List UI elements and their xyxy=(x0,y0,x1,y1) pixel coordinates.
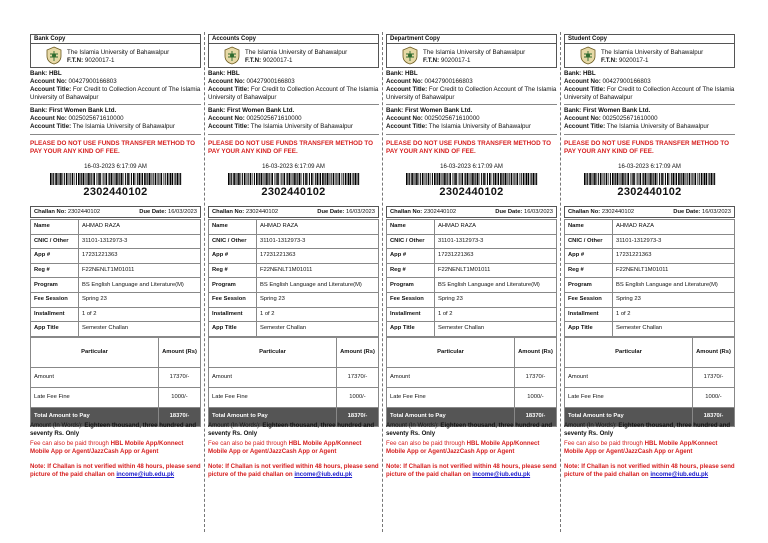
due-date: Due Date: 16/03/2023 xyxy=(673,209,731,215)
fee-value: 17370/- xyxy=(693,368,735,388)
info-key: Program xyxy=(209,278,257,293)
ftn: F.T.N: 9020017-1 xyxy=(67,57,115,64)
ftn: F.T.N: 9020017-1 xyxy=(601,57,649,64)
barcode-icon xyxy=(228,173,360,185)
info-row xyxy=(565,263,735,278)
fee-label: Late Fee Fine xyxy=(31,388,159,408)
amount-header: Amount (Rs) xyxy=(159,338,201,368)
fee-label: Late Fee Fine xyxy=(565,388,693,408)
info-row xyxy=(565,322,735,337)
info-key: App # xyxy=(565,249,613,264)
mobile-payment-info: Fee can also be paid through HBL Mobile App/Konnect Mobile App or Agent/JazzCash App or Agent xyxy=(208,440,362,455)
amount-in-words: Amount (In Words): Eighteen thousand, three hundred and seventy Rs. Only xyxy=(386,422,553,437)
due-date: Due Date: 16/03/2023 xyxy=(139,209,197,215)
due-date: Due Date: 16/03/2023 xyxy=(495,209,553,215)
info-value: Spring 23 xyxy=(613,292,735,307)
fee-label: Amount xyxy=(209,368,337,388)
info-value: BS English Language and Literature(M) xyxy=(79,278,201,293)
info-row xyxy=(31,322,201,337)
info-value: Spring 23 xyxy=(257,292,379,307)
info-row xyxy=(31,234,201,249)
mobile-payment-info: Fee can also be paid through HBL Mobile App/Konnect Mobile App or Agent/JazzCash App or Agent xyxy=(564,440,718,455)
timestamp: 16-03-2023 6:17:09 AM xyxy=(84,164,147,170)
info-row xyxy=(209,220,379,235)
cut-line xyxy=(382,32,383,532)
fee-value: 1000/- xyxy=(159,388,201,408)
fee-table xyxy=(30,337,201,427)
info-key: Reg # xyxy=(31,263,79,278)
university-header xyxy=(386,44,557,68)
info-row xyxy=(31,249,201,264)
info-row xyxy=(565,249,735,264)
fee-row xyxy=(565,388,735,408)
email-link[interactable]: income@iub.edu.pk xyxy=(294,470,353,478)
barcode-icon xyxy=(584,173,716,185)
challan-copy xyxy=(208,34,379,489)
challan-number: 2302440102 xyxy=(261,186,326,198)
info-row xyxy=(209,278,379,293)
info-key: Name xyxy=(387,220,435,235)
funds-transfer-warning: PLEASE DO NOT USE FUNDS TRANSFER METHOD TO PAY YOUR ANY KIND OF FEE. xyxy=(564,140,730,156)
particular-header: Particular xyxy=(565,338,693,368)
copy-title: Accounts Copy xyxy=(208,34,379,44)
info-value: BS English Language and Literature(M) xyxy=(613,278,735,293)
info-key: Reg # xyxy=(387,263,435,278)
info-value: Spring 23 xyxy=(435,292,557,307)
info-row xyxy=(565,278,735,293)
info-key: Installment xyxy=(565,307,613,322)
fee-label: Amount xyxy=(387,368,515,388)
challan-due-row xyxy=(208,206,379,218)
info-value: AHMAD RAZA xyxy=(257,220,379,235)
fee-value: 1000/- xyxy=(337,388,379,408)
bank-hbl-details: Bank: HBL Account No: 00427900166803 Account Title: For Credit to Collection Account of The Islamia University of Bahawalpur xyxy=(386,70,557,105)
total-label: Total Amount to Pay xyxy=(565,408,693,427)
university-crest-icon xyxy=(579,46,597,65)
info-key: CNIC / Other xyxy=(565,234,613,249)
info-row xyxy=(209,292,379,307)
university-header xyxy=(208,44,379,68)
info-value: BS English Language and Literature(M) xyxy=(257,278,379,293)
bank-fwbl-details: Bank: First Women Bank Ltd. Account No: 0025025671610000 Account Title: The Islamia University of Bahawalpur xyxy=(208,107,379,135)
student-info-table xyxy=(386,219,557,337)
fee-header-row xyxy=(565,338,735,368)
challan-no: Challan No: 2302440102 xyxy=(568,209,635,215)
info-row xyxy=(387,263,557,278)
fee-header-row xyxy=(31,338,201,368)
info-key: Fee Session xyxy=(565,292,613,307)
info-key: Program xyxy=(31,278,79,293)
info-row xyxy=(209,263,379,278)
fee-value: 1000/- xyxy=(515,388,557,408)
info-row xyxy=(31,220,201,235)
info-row xyxy=(387,278,557,293)
amount-header: Amount (Rs) xyxy=(693,338,735,368)
university-crest-icon xyxy=(401,46,419,65)
challan-number: 2302440102 xyxy=(439,186,504,198)
info-value: 17231221363 xyxy=(79,249,201,264)
student-info-table xyxy=(564,219,735,337)
ftn: F.T.N: 9020017-1 xyxy=(245,57,293,64)
bank-hbl-details: Bank: HBL Account No: 00427900166803 Account Title: For Credit to Collection Account of The Islamia University of Bahawalpur xyxy=(208,70,379,105)
info-row xyxy=(31,278,201,293)
info-row xyxy=(209,249,379,264)
info-key: App Title xyxy=(209,322,257,337)
bank-fwbl-details: Bank: First Women Bank Ltd. Account No: 0025025671610000 Account Title: The Islamia University of Bahawalpur xyxy=(386,107,557,135)
university-crest-icon xyxy=(223,46,241,65)
challan-copy xyxy=(30,34,201,489)
email-link[interactable]: income@iub.edu.pk xyxy=(472,470,531,478)
info-value: AHMAD RAZA xyxy=(435,220,557,235)
fee-value: 17370/- xyxy=(515,368,557,388)
total-label: Total Amount to Pay xyxy=(209,408,337,427)
info-key: App Title xyxy=(565,322,613,337)
barcode-icon xyxy=(50,173,182,185)
info-value: F22NENLT1M01011 xyxy=(79,263,201,278)
info-key: Reg # xyxy=(565,263,613,278)
info-row xyxy=(31,263,201,278)
info-key: Fee Session xyxy=(209,292,257,307)
challan-no: Challan No: 2302440102 xyxy=(212,209,279,215)
info-value: F22NENLT1M01011 xyxy=(613,263,735,278)
bank-fwbl-details: Bank: First Women Bank Ltd. Account No: 0025025671610000 Account Title: The Islamia University of Bahawalpur xyxy=(30,107,201,135)
funds-transfer-warning: PLEASE DO NOT USE FUNDS TRANSFER METHOD TO PAY YOUR ANY KIND OF FEE. xyxy=(208,140,374,156)
amount-header: Amount (Rs) xyxy=(515,338,557,368)
amount-in-words: Amount (In Words): Eighteen thousand, three hundred and seventy Rs. Only xyxy=(564,422,731,437)
info-value: 31101-1312973-3 xyxy=(613,234,735,249)
ftn: F.T.N: 9020017-1 xyxy=(423,57,471,64)
info-value: BS English Language and Literature(M) xyxy=(435,278,557,293)
fee-label: Late Fee Fine xyxy=(209,388,337,408)
info-key: App # xyxy=(387,249,435,264)
timestamp: 16-03-2023 6:17:09 AM xyxy=(440,164,503,170)
info-value: Spring 23 xyxy=(79,292,201,307)
info-key: Installment xyxy=(387,307,435,322)
fee-label: Amount xyxy=(565,368,693,388)
student-info-table xyxy=(30,219,201,337)
particular-header: Particular xyxy=(387,338,515,368)
fee-row xyxy=(209,388,379,408)
university-name: The Islamia University of Bahawalpur xyxy=(601,49,704,56)
info-row xyxy=(209,307,379,322)
copy-title: Department Copy xyxy=(386,34,557,44)
copy-title: Student Copy xyxy=(564,34,735,44)
fee-value: 17370/- xyxy=(337,368,379,388)
info-row xyxy=(565,234,735,249)
challan-no: Challan No: 2302440102 xyxy=(34,209,101,215)
fee-header-row xyxy=(387,338,557,368)
info-row xyxy=(387,249,557,264)
info-value: 17231221363 xyxy=(257,249,379,264)
info-value: 1 of 2 xyxy=(257,307,379,322)
info-value: Semester Challan xyxy=(79,322,201,337)
info-value: F22NENLT1M01011 xyxy=(257,263,379,278)
fee-row xyxy=(31,388,201,408)
due-date: Due Date: 16/03/2023 xyxy=(317,209,375,215)
challan-due-row xyxy=(564,206,735,218)
fee-row xyxy=(565,368,735,388)
challan-page xyxy=(30,34,738,489)
amount-in-words: Amount (In Words): Eighteen thousand, three hundred and seventy Rs. Only xyxy=(30,422,197,437)
info-value: F22NENLT1M01011 xyxy=(435,263,557,278)
amount-in-words: Amount (In Words): Eighteen thousand, three hundred and seventy Rs. Only xyxy=(208,422,375,437)
cut-line xyxy=(560,32,561,532)
fee-label: Amount xyxy=(31,368,159,388)
info-key: App # xyxy=(209,249,257,264)
cut-line xyxy=(204,32,205,532)
university-crest-icon xyxy=(45,46,63,65)
verification-note: Note: If Challan is not verified within 48 hours, please send picture of the paid challan on income@iub.edu.pk xyxy=(386,463,557,478)
challan-number: 2302440102 xyxy=(83,186,148,198)
total-value: 18370/- xyxy=(693,408,735,427)
info-key: CNIC / Other xyxy=(387,234,435,249)
university-header xyxy=(30,44,201,68)
info-key: Fee Session xyxy=(387,292,435,307)
total-value: 18370/- xyxy=(337,408,379,427)
timestamp: 16-03-2023 6:17:09 AM xyxy=(618,164,681,170)
bank-hbl-details: Bank: HBL Account No: 00427900166803 Account Title: For Credit to Collection Account of The Islamia University of Bahawalpur xyxy=(564,70,735,105)
university-name: The Islamia University of Bahawalpur xyxy=(423,49,526,56)
info-row xyxy=(387,234,557,249)
bank-fwbl-details: Bank: First Women Bank Ltd. Account No: 0025025671610000 Account Title: The Islamia University of Bahawalpur xyxy=(564,107,735,135)
challan-copy xyxy=(564,34,735,489)
info-value: 17231221363 xyxy=(613,249,735,264)
info-row xyxy=(387,322,557,337)
email-link[interactable]: income@iub.edu.pk xyxy=(650,470,709,478)
info-key: Program xyxy=(387,278,435,293)
student-info-table xyxy=(208,219,379,337)
info-row xyxy=(209,322,379,337)
info-value: 31101-1312973-3 xyxy=(435,234,557,249)
challan-due-row xyxy=(386,206,557,218)
total-label: Total Amount to Pay xyxy=(31,408,159,427)
info-row xyxy=(565,307,735,322)
challan-copy xyxy=(386,34,557,489)
info-value: 1 of 2 xyxy=(435,307,557,322)
particular-header: Particular xyxy=(209,338,337,368)
challan-number: 2302440102 xyxy=(617,186,682,198)
total-value: 18370/- xyxy=(159,408,201,427)
info-key: App Title xyxy=(387,322,435,337)
fee-table xyxy=(386,337,557,427)
info-value: AHMAD RAZA xyxy=(79,220,201,235)
info-key: Program xyxy=(565,278,613,293)
info-key: App # xyxy=(31,249,79,264)
verification-note: Note: If Challan is not verified within 48 hours, please send picture of the paid challan on income@iub.edu.pk xyxy=(208,463,379,478)
info-row xyxy=(387,307,557,322)
info-value: Semester Challan xyxy=(257,322,379,337)
info-key: CNIC / Other xyxy=(209,234,257,249)
total-value: 18370/- xyxy=(515,408,557,427)
info-key: Name xyxy=(31,220,79,235)
fee-table xyxy=(208,337,379,427)
challan-due-row xyxy=(30,206,201,218)
info-value: 1 of 2 xyxy=(613,307,735,322)
info-value: 31101-1312973-3 xyxy=(79,234,201,249)
funds-transfer-warning: PLEASE DO NOT USE FUNDS TRANSFER METHOD TO PAY YOUR ANY KIND OF FEE. xyxy=(30,140,196,156)
verification-note: Note: If Challan is not verified within 48 hours, please send picture of the paid challan on income@iub.edu.pk xyxy=(564,463,735,478)
info-row xyxy=(565,220,735,235)
fee-label: Late Fee Fine xyxy=(387,388,515,408)
fee-value: 17370/- xyxy=(159,368,201,388)
info-key: Installment xyxy=(209,307,257,322)
university-name: The Islamia University of Bahawalpur xyxy=(245,49,348,56)
info-value: 31101-1312973-3 xyxy=(257,234,379,249)
info-row xyxy=(387,220,557,235)
info-key: CNIC / Other xyxy=(31,234,79,249)
copy-title: Bank Copy xyxy=(30,34,201,44)
mobile-payment-info: Fee can also be paid through HBL Mobile App/Konnect Mobile App or Agent/JazzCash App or Agent xyxy=(386,440,540,455)
info-value: Semester Challan xyxy=(435,322,557,337)
bank-hbl-details: Bank: HBL Account No: 00427900166803 Account Title: For Credit to Collection Account of The Islamia University of Bahawalpur xyxy=(30,70,201,105)
info-value: AHMAD RAZA xyxy=(613,220,735,235)
fee-row xyxy=(209,368,379,388)
barcode-icon xyxy=(406,173,538,185)
university-header xyxy=(564,44,735,68)
info-row xyxy=(31,292,201,307)
info-key: Name xyxy=(565,220,613,235)
total-label: Total Amount to Pay xyxy=(387,408,515,427)
info-key: Name xyxy=(209,220,257,235)
fee-header-row xyxy=(209,338,379,368)
university-name: The Islamia University of Bahawalpur xyxy=(67,49,170,56)
fee-row xyxy=(31,368,201,388)
info-row xyxy=(565,292,735,307)
fee-row xyxy=(387,388,557,408)
mobile-payment-info: Fee can also be paid through HBL Mobile App/Konnect Mobile App or Agent/JazzCash App or Agent xyxy=(30,440,184,455)
challan-no: Challan No: 2302440102 xyxy=(390,209,457,215)
particular-header: Particular xyxy=(31,338,159,368)
fee-value: 1000/- xyxy=(693,388,735,408)
amount-header: Amount (Rs) xyxy=(337,338,379,368)
fee-row xyxy=(387,368,557,388)
info-key: Reg # xyxy=(209,263,257,278)
funds-transfer-warning: PLEASE DO NOT USE FUNDS TRANSFER METHOD TO PAY YOUR ANY KIND OF FEE. xyxy=(386,140,552,156)
info-value: 1 of 2 xyxy=(79,307,201,322)
info-key: Fee Session xyxy=(31,292,79,307)
info-key: App Title xyxy=(31,322,79,337)
info-value: Semester Challan xyxy=(613,322,735,337)
info-row xyxy=(31,307,201,322)
fee-table xyxy=(564,337,735,427)
info-value: 17231221363 xyxy=(435,249,557,264)
email-link[interactable]: income@iub.edu.pk xyxy=(116,470,175,478)
info-row xyxy=(209,234,379,249)
timestamp: 16-03-2023 6:17:09 AM xyxy=(262,164,325,170)
info-row xyxy=(387,292,557,307)
info-key: Installment xyxy=(31,307,79,322)
verification-note: Note: If Challan is not verified within 48 hours, please send picture of the paid challan on income@iub.edu.pk xyxy=(30,463,201,478)
